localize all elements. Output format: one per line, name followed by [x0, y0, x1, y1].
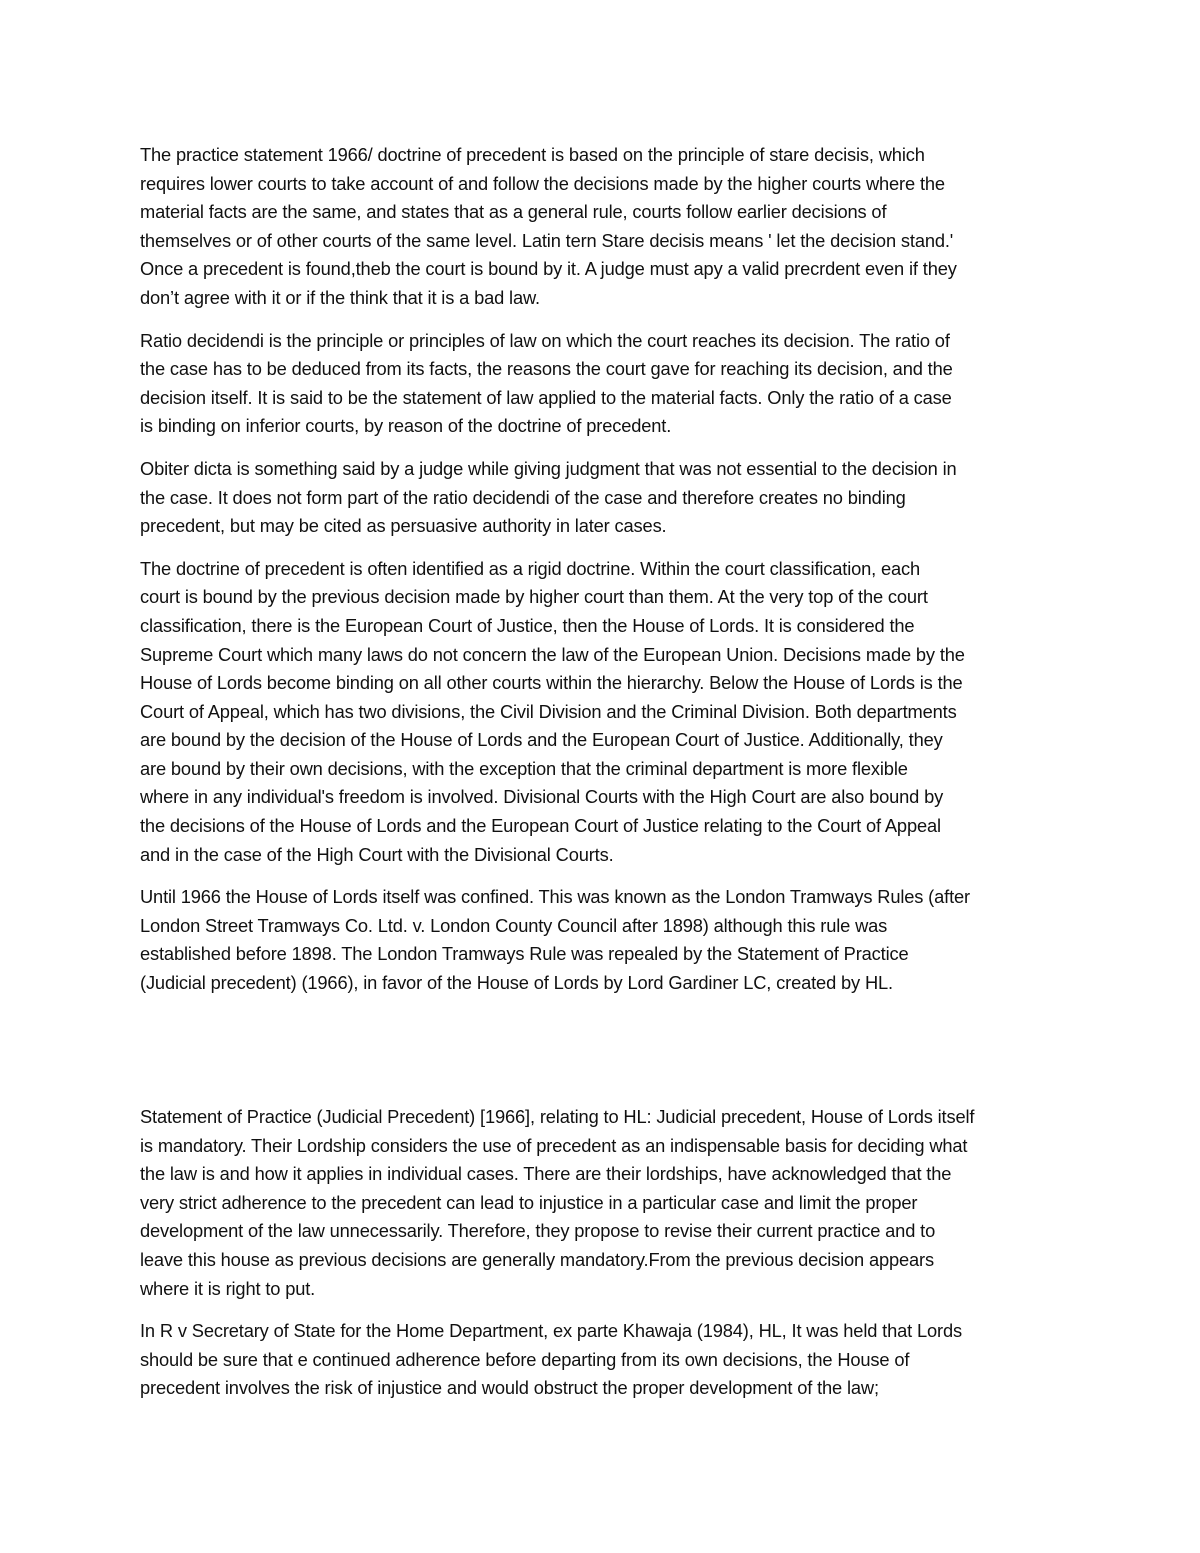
text-line: don’t agree with it or if the think that it is a bad law.: [140, 286, 540, 308]
text-line: Until 1966 the House of Lords itself was confined. This was known as the London Tramways Rules (after: [140, 886, 970, 908]
text-line: the decisions of the House of Lords and the European Court of Justice relating to the Court of Appeal: [140, 815, 941, 837]
text-line: and in the case of the High Court with the Divisional Courts.: [140, 843, 614, 865]
paragraph: [140, 1103, 1070, 1303]
paragraph: [140, 555, 1070, 870]
text-line: Once a precedent is found,theb the court is bound by it. A judge must apy a valid precrdent even if they: [140, 258, 957, 280]
paragraph: [140, 455, 1070, 541]
text-line: House of Lords become binding on all other courts within the hierarchy. Below the House of Lords is the: [140, 672, 963, 694]
text-line: decision itself. It is said to be the statement of law applied to the material facts. Only the ratio of a case: [140, 386, 952, 408]
text-line: development of the law unnecessarily. Therefore, they propose to revise their current practice and to: [140, 1220, 936, 1242]
text-line: Obiter dicta is something said by a judge while giving judgment that was not essential to the decision in: [140, 457, 957, 479]
text-line: Supreme Court which many laws do not concern the law of the European Union. Decisions made by the: [140, 643, 965, 665]
text-line: The doctrine of precedent is often identified as a rigid doctrine. Within the court classification, each: [140, 557, 921, 579]
text-line: is binding on inferior courts, by reason of the doctrine of precedent.: [140, 415, 672, 437]
text-line: Court of Appeal, which has two divisions, the Civil Division and the Criminal Division. Both departments: [140, 700, 957, 722]
text-line: precedent, but may be cited as persuasive authority in later cases.: [140, 515, 667, 537]
paragraph: [140, 141, 1070, 313]
text-line: where in any individual's freedom is involved. Divisional Courts with the High Court are also bound by: [140, 786, 944, 808]
paragraph: [140, 327, 1070, 441]
text-line: material facts are the same, and states that as a general rule, courts follow earlier decisions of: [140, 201, 887, 223]
text-line: Statement of Practice (Judicial Precedent) [1966], relating to HL: Judicial precedent, House of Lords itself: [140, 1106, 975, 1127]
text-line: In R v Secretary of State for the Home Department, ex parte Khawaja (1984), HL, It was held that Lords: [140, 1320, 962, 1342]
text-line: the case. It does not form part of the ratio decidendi of the case and therefore creates no binding: [140, 486, 906, 508]
text-line: The practice statement 1966/ doctrine of precedent is based on the principle of stare decisis, which: [140, 144, 925, 165]
text-line: precedent involves the risk of injustice and would obstruct the proper development of the law;: [140, 1377, 879, 1399]
text-line: Ratio decidendi is the principle or principles of law on which the court reaches its decision. The ratio of: [140, 329, 950, 351]
paragraph: [140, 1317, 1070, 1403]
text-line: where it is right to put.: [140, 1277, 316, 1299]
body-text-block-top: [140, 141, 1070, 1012]
text-line: the law is and how it applies in individual cases. There are their lordships, have acknowledged that the: [140, 1163, 952, 1185]
text-line: classification, there is the European Court of Justice, then the House of Lords. It is considered the: [140, 614, 915, 636]
text-line: are bound by their own decisions, with the exception that the criminal department is more flexible: [140, 757, 908, 779]
text-line: is mandatory. Their Lordship considers the use of precedent as an indispensable basis for deciding what: [140, 1134, 968, 1156]
text-line: London Street Tramways Co. Ltd. v. London County Council after 1898) although this rule was: [140, 914, 888, 936]
text-line: established before 1898. The London Tramways Rule was repealed by the Statement of Practice: [140, 943, 909, 965]
text-line: requires lower courts to take account of and follow the decisions made by the higher courts where the: [140, 172, 945, 194]
text-line: the case has to be deduced from its facts, the reasons the court gave for reaching its decision, and the: [140, 358, 953, 380]
text-line: leave this house as previous decisions are generally mandatory.From the previous decision appears: [140, 1248, 934, 1270]
text-line: should be sure that e continued adherence before departing from its own decisions, the House of: [140, 1348, 910, 1370]
text-line: court is bound by the previous decision made by higher court than them. At the very top of the court: [140, 586, 928, 608]
paragraph: [140, 883, 1070, 997]
text-line: (Judicial precedent) (1966), in favor of the House of Lords by Lord Gardiner LC, created by HL.: [140, 972, 893, 994]
text-line: very strict adherence to the precedent can lead to injustice in a particular case and limit the proper: [140, 1191, 918, 1213]
text-line: are bound by the decision of the House of Lords and the European Court of Justice. Additionally, they: [140, 729, 943, 751]
text-line: themselves or of other courts of the same level. Latin tern Stare decisis means ' let the decision stand.': [140, 229, 954, 251]
body-text-block-bottom: [140, 1103, 1070, 1417]
